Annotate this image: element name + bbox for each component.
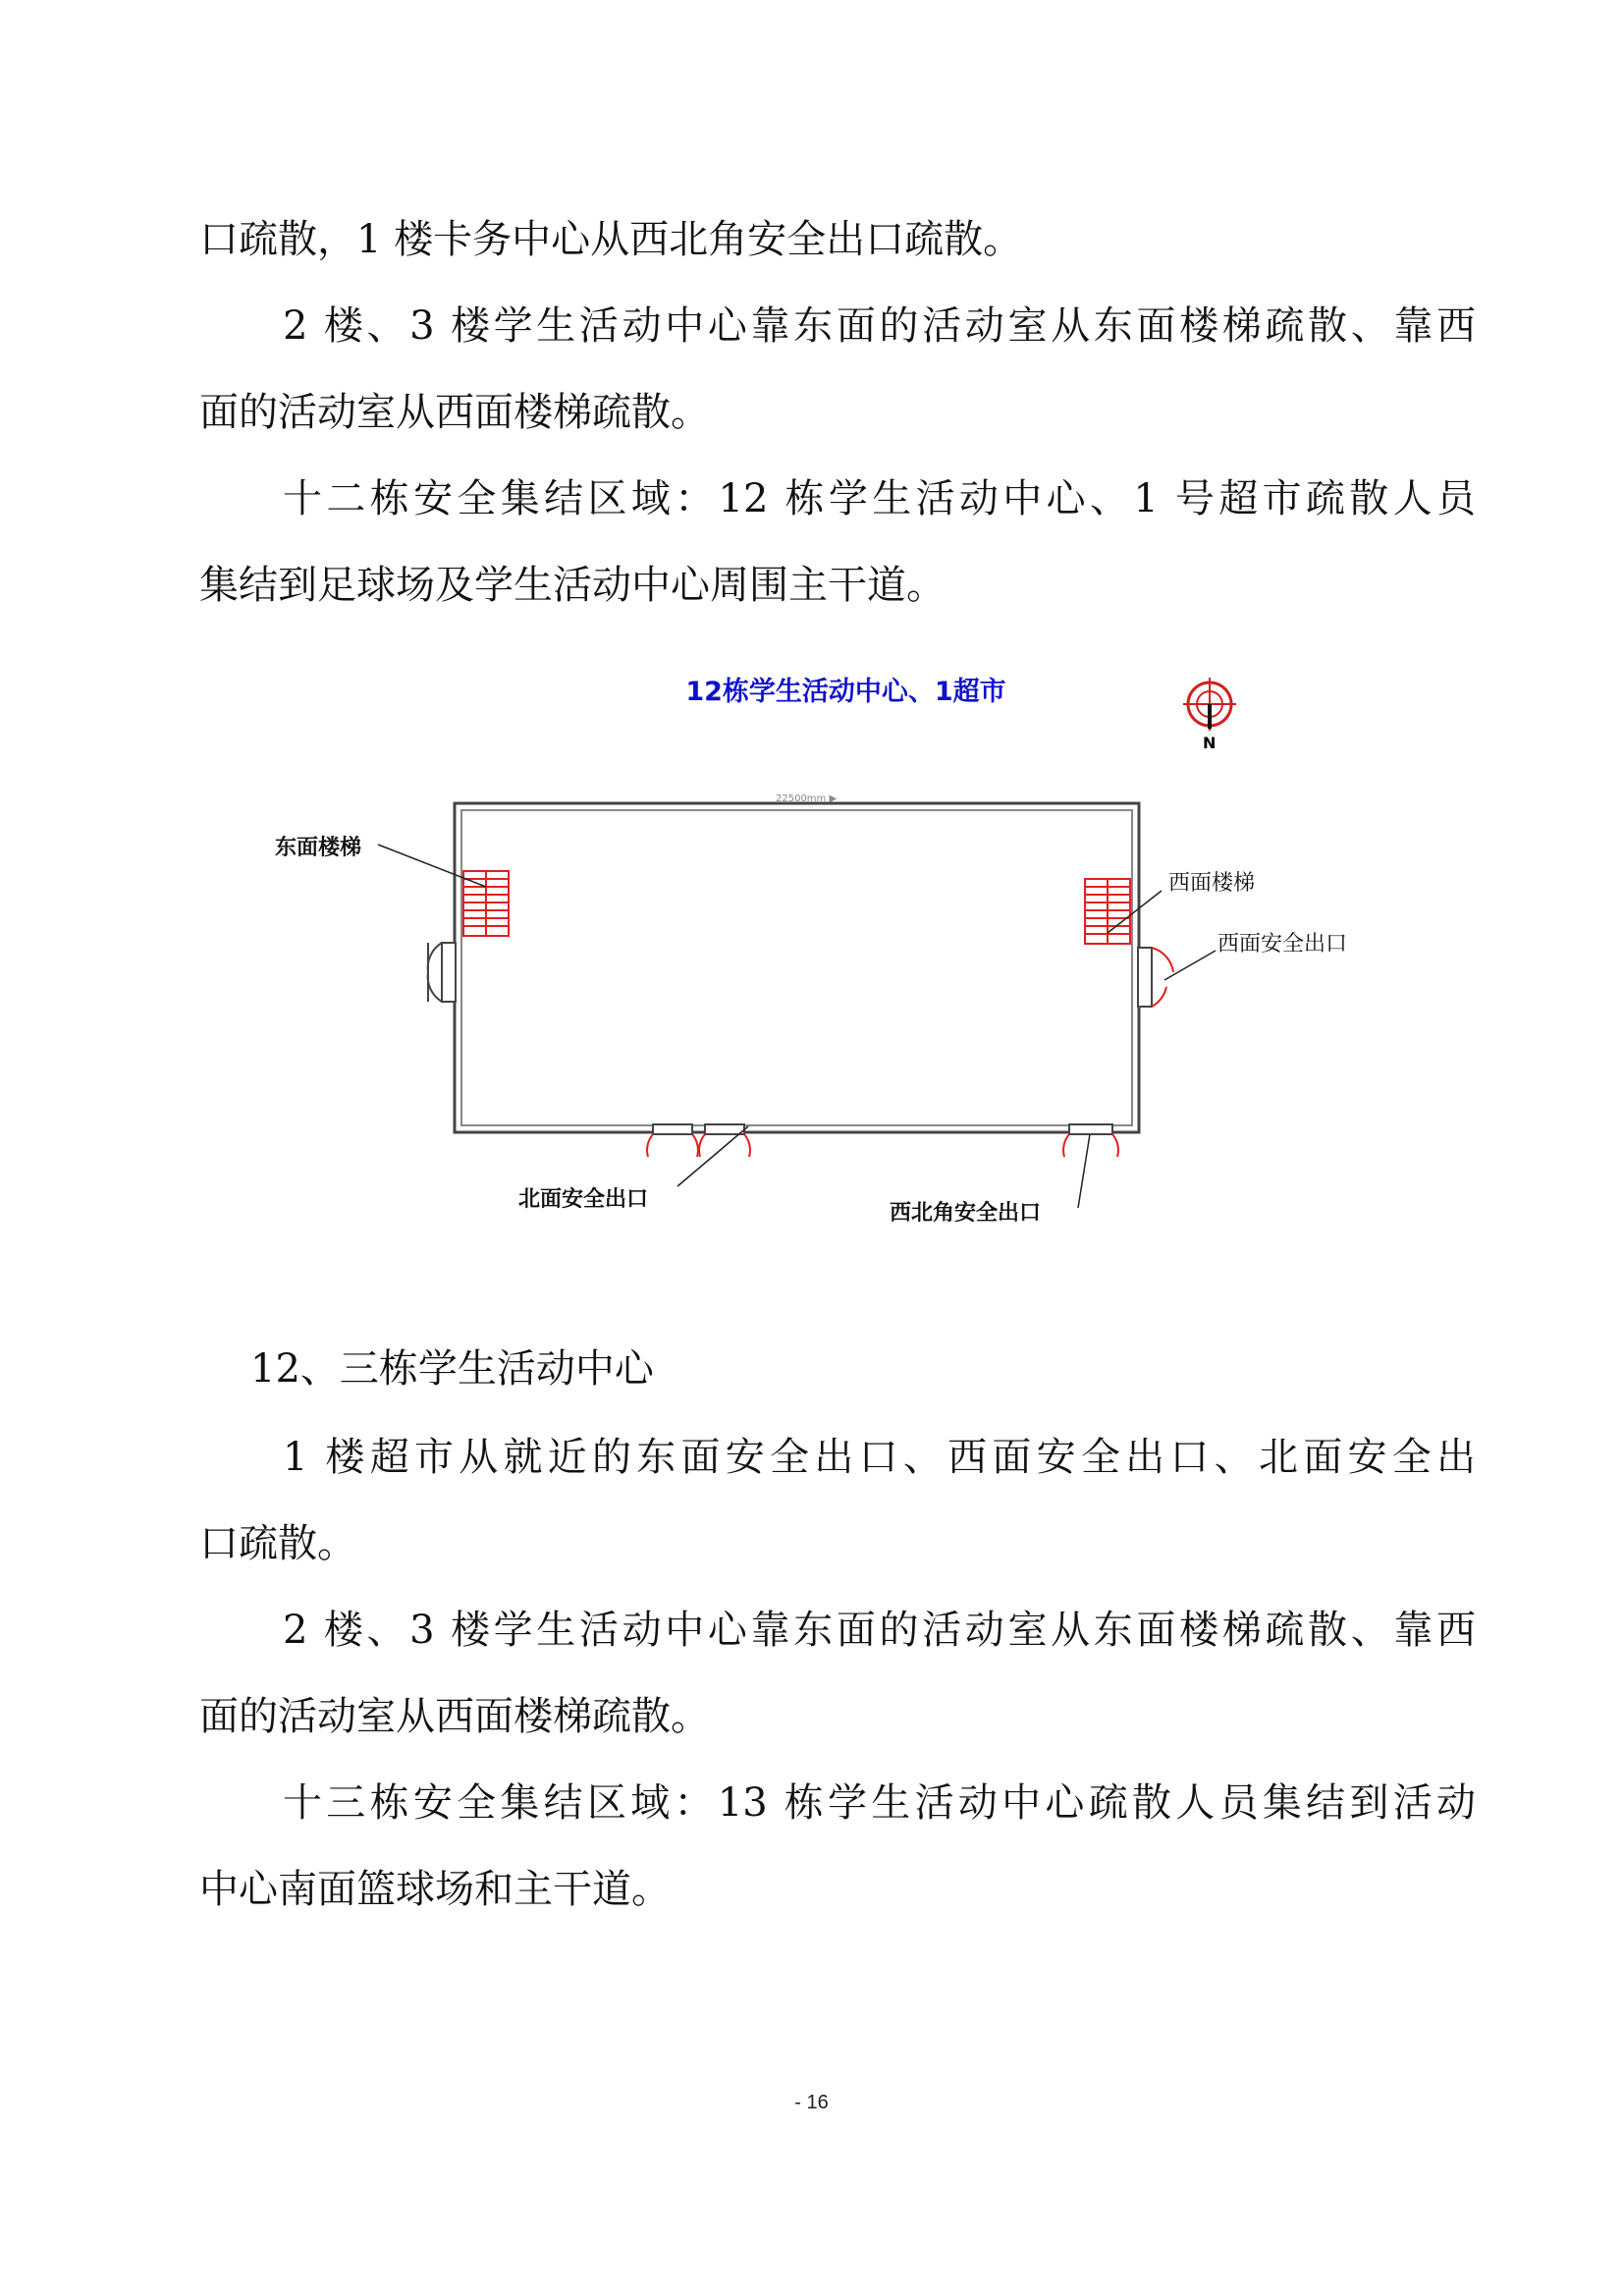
- paragraph-line: 面的活动室从西面楼梯疏散。: [199, 390, 710, 435]
- page-number: - 16: [794, 2092, 829, 2113]
- label-west-exit: 西面安全出口: [1217, 932, 1348, 957]
- west-stairs: [1085, 879, 1130, 944]
- label-north-exit: 北面安全出口: [518, 1187, 649, 1212]
- paragraph-line: 十三栋安全集结区域：13 栋学生活动中心疏散人员集结到活动: [283, 1780, 1476, 1826]
- paragraph-line: 集结到足球场及学生活动中心周围主干道。: [199, 563, 946, 608]
- paragraph-line: 口疏散。: [199, 1521, 356, 1566]
- paragraph-line: 2 楼、3 楼学生活动中心靠东面的活动室从东面楼梯疏散、靠西: [283, 1608, 1476, 1653]
- label-west-stairs: 西面楼梯: [1168, 871, 1256, 896]
- section-heading: 12、三栋学生活动中心: [250, 1346, 654, 1392]
- paragraph-line: 1 楼超市从就近的东面安全出口、西面安全出口、北面安全出: [283, 1435, 1476, 1480]
- leader-lines: [378, 845, 1216, 1208]
- north-exit-doors: [647, 1124, 750, 1157]
- east-door: [428, 943, 456, 1002]
- floor-plan-title: 12栋学生活动中心、1超市: [685, 677, 1006, 707]
- label-northwest-exit: 西北角安全出口: [890, 1201, 1042, 1226]
- paragraph-line: 面的活动室从西面楼梯疏散。: [199, 1694, 710, 1739]
- paragraph-line: 口疏散，1 楼卡务中心从西北角安全出口疏散。: [199, 217, 1023, 262]
- dimension-text: 22500mm ▶: [776, 793, 838, 804]
- building-outer-wall: [455, 803, 1139, 1132]
- paragraph-line: 2 楼、3 楼学生活动中心靠东面的活动室从东面楼梯疏散、靠西: [283, 303, 1476, 349]
- northwest-exit-door: [1063, 1124, 1118, 1157]
- west-exit-door: [1138, 948, 1173, 1007]
- building-inner-wall: [461, 810, 1132, 1125]
- label-east-stairs: 东面楼梯: [275, 836, 362, 860]
- compass-letter: N: [1203, 734, 1217, 752]
- paragraph-line: 中心南面篮球场和主干道。: [199, 1867, 671, 1912]
- compass-icon: [1183, 678, 1236, 731]
- paragraph-line: 十二栋安全集结区域：12 栋学生活动中心、1 号超市疏散人员: [283, 476, 1476, 521]
